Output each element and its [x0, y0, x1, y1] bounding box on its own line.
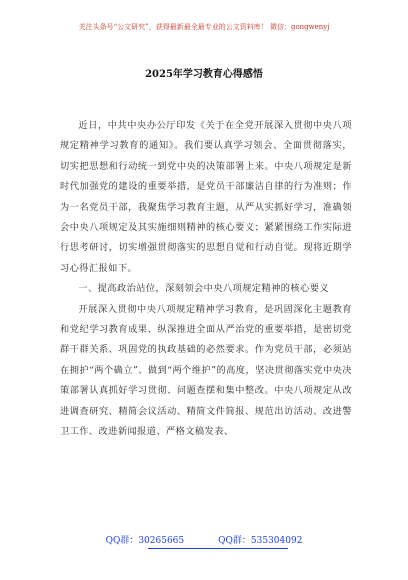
paragraph-section-1: 开展深入贯彻中央八项规定精神学习教育，是巩固深化主题教育和党纪学习教育成果、纵深推进全面从严治党的重要举措，是密切党群干群关系、巩固党的执政基础的必然要求。作为党员干部，必须站在拥护“两个确立”、做到“两个维护”的高度，坚决贯彻落实党中央决策部署认真抓好学习贯彻、问题查摆和集中整改。中央八项规定从改进调查研究、精简会议活动、精简文件简报、规范出访活动、改进警卫工作、改进新闻报道、严格文稿发表、 — [60, 303, 352, 438]
footer-underline — [148, 548, 288, 549]
document-title: 2025年学习教育心得感悟 — [145, 69, 263, 80]
section-heading-1: 一、提高政治站位，深刻领会中央八项规定精神的核心要义 — [78, 283, 329, 295]
footer-qq-group-2: QQ群：535304092 — [218, 536, 303, 546]
promo-banner-text: 关注头条号“公文研究”，获得最新最全最专业的公文资料库！ 微信：gongwenyj — [78, 23, 330, 31]
document-body — [60, 116, 352, 443]
promo-banner — [0, 22, 408, 32]
footer-qq-group-1: QQ群：30265665 — [105, 536, 185, 546]
footer-qq-groups — [0, 535, 408, 547]
paragraph-intro: 近日，中共中央办公厅印发《关于在全党开展深入贯彻中央八项规定精神学习教育的通知》。我们要认真学习领会、全面贯彻落实，切实把思想和行动统一到党中央的决策部署上来。中央八项规定是新时代加强党的建设的重要举措，是党员干部廉洁自律的行为准则；作为一名党员干部，我聚焦学习教育主题，从严从实抓好学习，准确领会中央八项规定及其实施细则精神的核心要义；紧紧围绕工作实际进行思考研讨，切实增强贯彻落实的思想自觉和行动自觉。现将近期学习心得汇报如下。 — [60, 120, 352, 274]
